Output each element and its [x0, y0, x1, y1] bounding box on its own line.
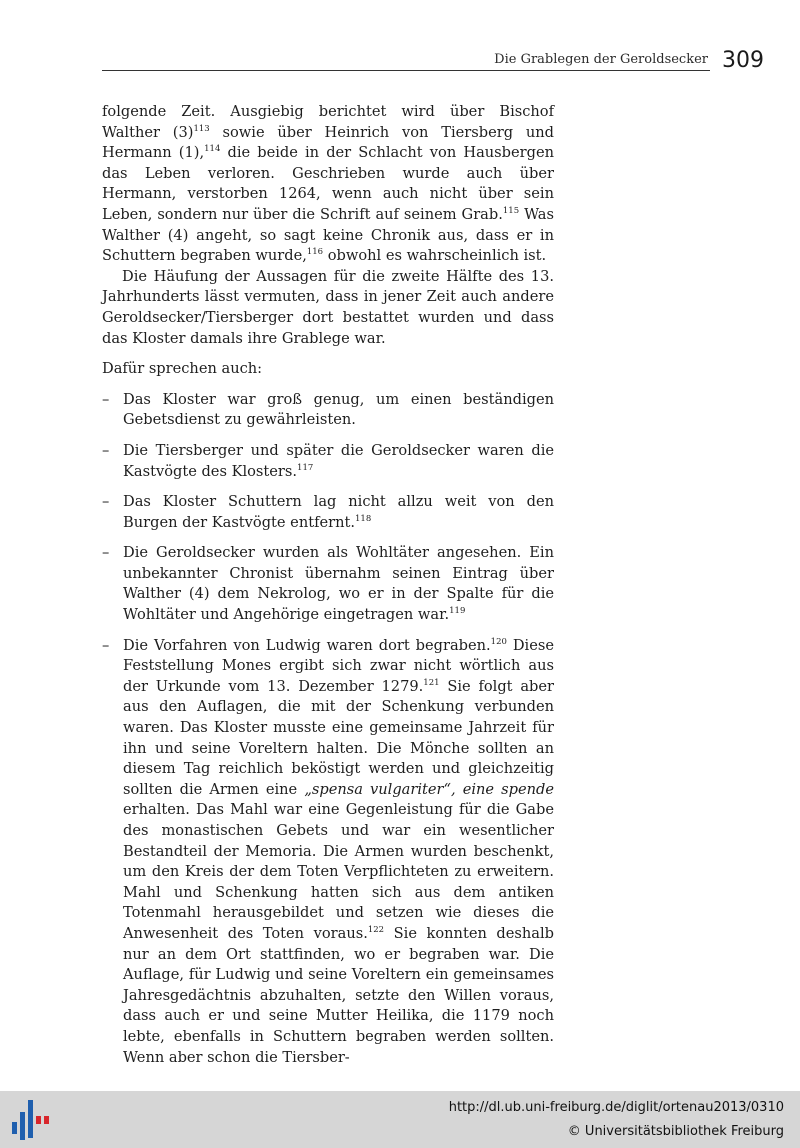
list-item — [102, 390, 554, 431]
source-url-link[interactable]: http://dl.ub.uni-freiburg.de/diglit/ortenau2013/0310 — [448, 1100, 784, 1115]
quoted-term: „spensa vulgariter“, eine spende — [304, 780, 554, 798]
list-item-text: Die Tiersberger und später die Geroldsecker waren die Kastvögte des Klosters.$^{117}$ — [123, 441, 554, 480]
footnote-ref: 122 — [367, 924, 385, 935]
list-item-text: Das Kloster war groß genug, um einen beständigen Gebetsdienst zu gewährleisten. — [123, 390, 554, 429]
header-rule — [102, 70, 710, 71]
footnote-ref: 117 — [297, 462, 314, 473]
page-number: 309 — [722, 48, 764, 73]
dash-marker: – — [102, 493, 110, 511]
dash-marker: – — [102, 544, 110, 562]
copyright-notice: © Universitätsbibliothek Freiburg — [567, 1124, 784, 1139]
list-item-text: Die Geroldsecker wurden als Wohltäter angesehen. Ein unbekannter Chronist übernahm seinen Eintrag über Walther (4) dem Nekrolog, wo er in der Spalte für die Wohltäter und Angehörige eingetragen war.$^{119}$ — [123, 544, 554, 624]
page-body — [102, 102, 554, 1078]
logo-bar — [12, 1122, 17, 1134]
running-header — [102, 44, 770, 76]
digitization-footer — [0, 1091, 800, 1148]
dash-marker: – — [102, 390, 110, 408]
dash-marker: – — [102, 441, 110, 459]
list-item — [102, 492, 554, 533]
logo-bar — [44, 1116, 49, 1124]
list-item — [102, 543, 554, 625]
logo-bar — [36, 1116, 41, 1124]
list-item — [102, 636, 554, 1068]
list-item — [102, 441, 554, 482]
footnote-ref: 116 — [306, 247, 324, 258]
dash-marker: – — [102, 636, 110, 654]
footnote-ref: 114 — [204, 144, 221, 155]
footnote-ref: 118 — [355, 513, 372, 524]
footnote-ref: 119 — [449, 606, 466, 617]
list-intro: Dafür sprechen auch: — [102, 360, 263, 378]
logo-bar — [20, 1112, 25, 1140]
library-logo-icon — [12, 1098, 52, 1142]
list-item-text: Das Kloster Schuttern lag nicht allzu weit von den Burgen der Kastvögte entfernt.$^{118}$ — [123, 493, 554, 531]
running-title: Die Grablegen der Geroldsecker — [494, 52, 708, 67]
footnote-ref: 113 — [193, 123, 210, 134]
body-paragraph: Die Häufung der Aussagen für die zweite Hälfte des 13. Jahrhunderts lässt vermuten, dass in jener Zeit auch andere Geroldsecker/Tiersberger dort bestattet wurden und dass das Kloster damals ihre Grablege war. — [102, 267, 554, 347]
argument-list — [102, 390, 554, 1068]
list-item-text: Die Vorfahren von Ludwig waren dort begraben.$^{120}$ Diese Feststellung Mones ergibt sich zwar nicht wörtlich aus der Urkunde vom 13. Dezember 1279.$^{121}$ Sie folgt aber aus den Auflagen, die mit der Schenkung verbunden waren. Das Kloster musste eine gemeinsame Jahrzeit für ihn und seine Voreltern halten. Die Mönche sollten an diesem Tag reichlich beköstigt werden und gleichzeitig sollten die Armen eine „spensa vulgariter“, eine spende erhalten. Das Mahl war eine Gegenleistung für die Gabe des monastischen Gebets und war ein wesentlicher Bestandteil der Memoria. Die Armen wurden beschenkt, um den Kreis der dem Toten Verpflichteten zu erweitern. Mahl und Schenkung hatten sich aus dem antiken Totenmahl herausgebildet und setzen wie dieses die Anwesenheit des Toten voraus.$^{122}$ Sie konnten deshalb nur an dem Ort stattfinden, wo er begraben war. Die Auflage, für Ludwig und seine Voreltern ein gemeinsames Jahresgedächtnis abzuhalten, setzte den Willen voraus, dass auch er und seine Mutter Heilika, die 1179 noch lebte, ebenfalls in Schuttern begraben werden sollten. Wenn aber schon die Tiersber- — [123, 636, 555, 1066]
footnote-ref: 121 — [423, 677, 440, 688]
body-paragraph: folgende Zeit. Ausgiebig berichtet wird über Bischof Walther $(3)^{113}$ sowie über Heinrich von Tiersberg und Hermann (1),$^{114}$ die beide in der Schlacht von Hausbergen das Leben verloren. Geschrieben wurde auch über Hermann, verstorben 1264, wenn auch nicht über sein Leben, sondern nur über die Schrift auf seinem Grab.$^{115}$ Was Walther (4) angeht, so sagt keine Chronik aus, dass er in Schuttern begraben wurde,$^{116}$ obwohl es wahrscheinlich ist. — [102, 103, 554, 265]
footnote-ref: 115 — [502, 205, 520, 216]
footnote-ref: 120 — [490, 636, 507, 647]
logo-bar — [28, 1100, 33, 1138]
